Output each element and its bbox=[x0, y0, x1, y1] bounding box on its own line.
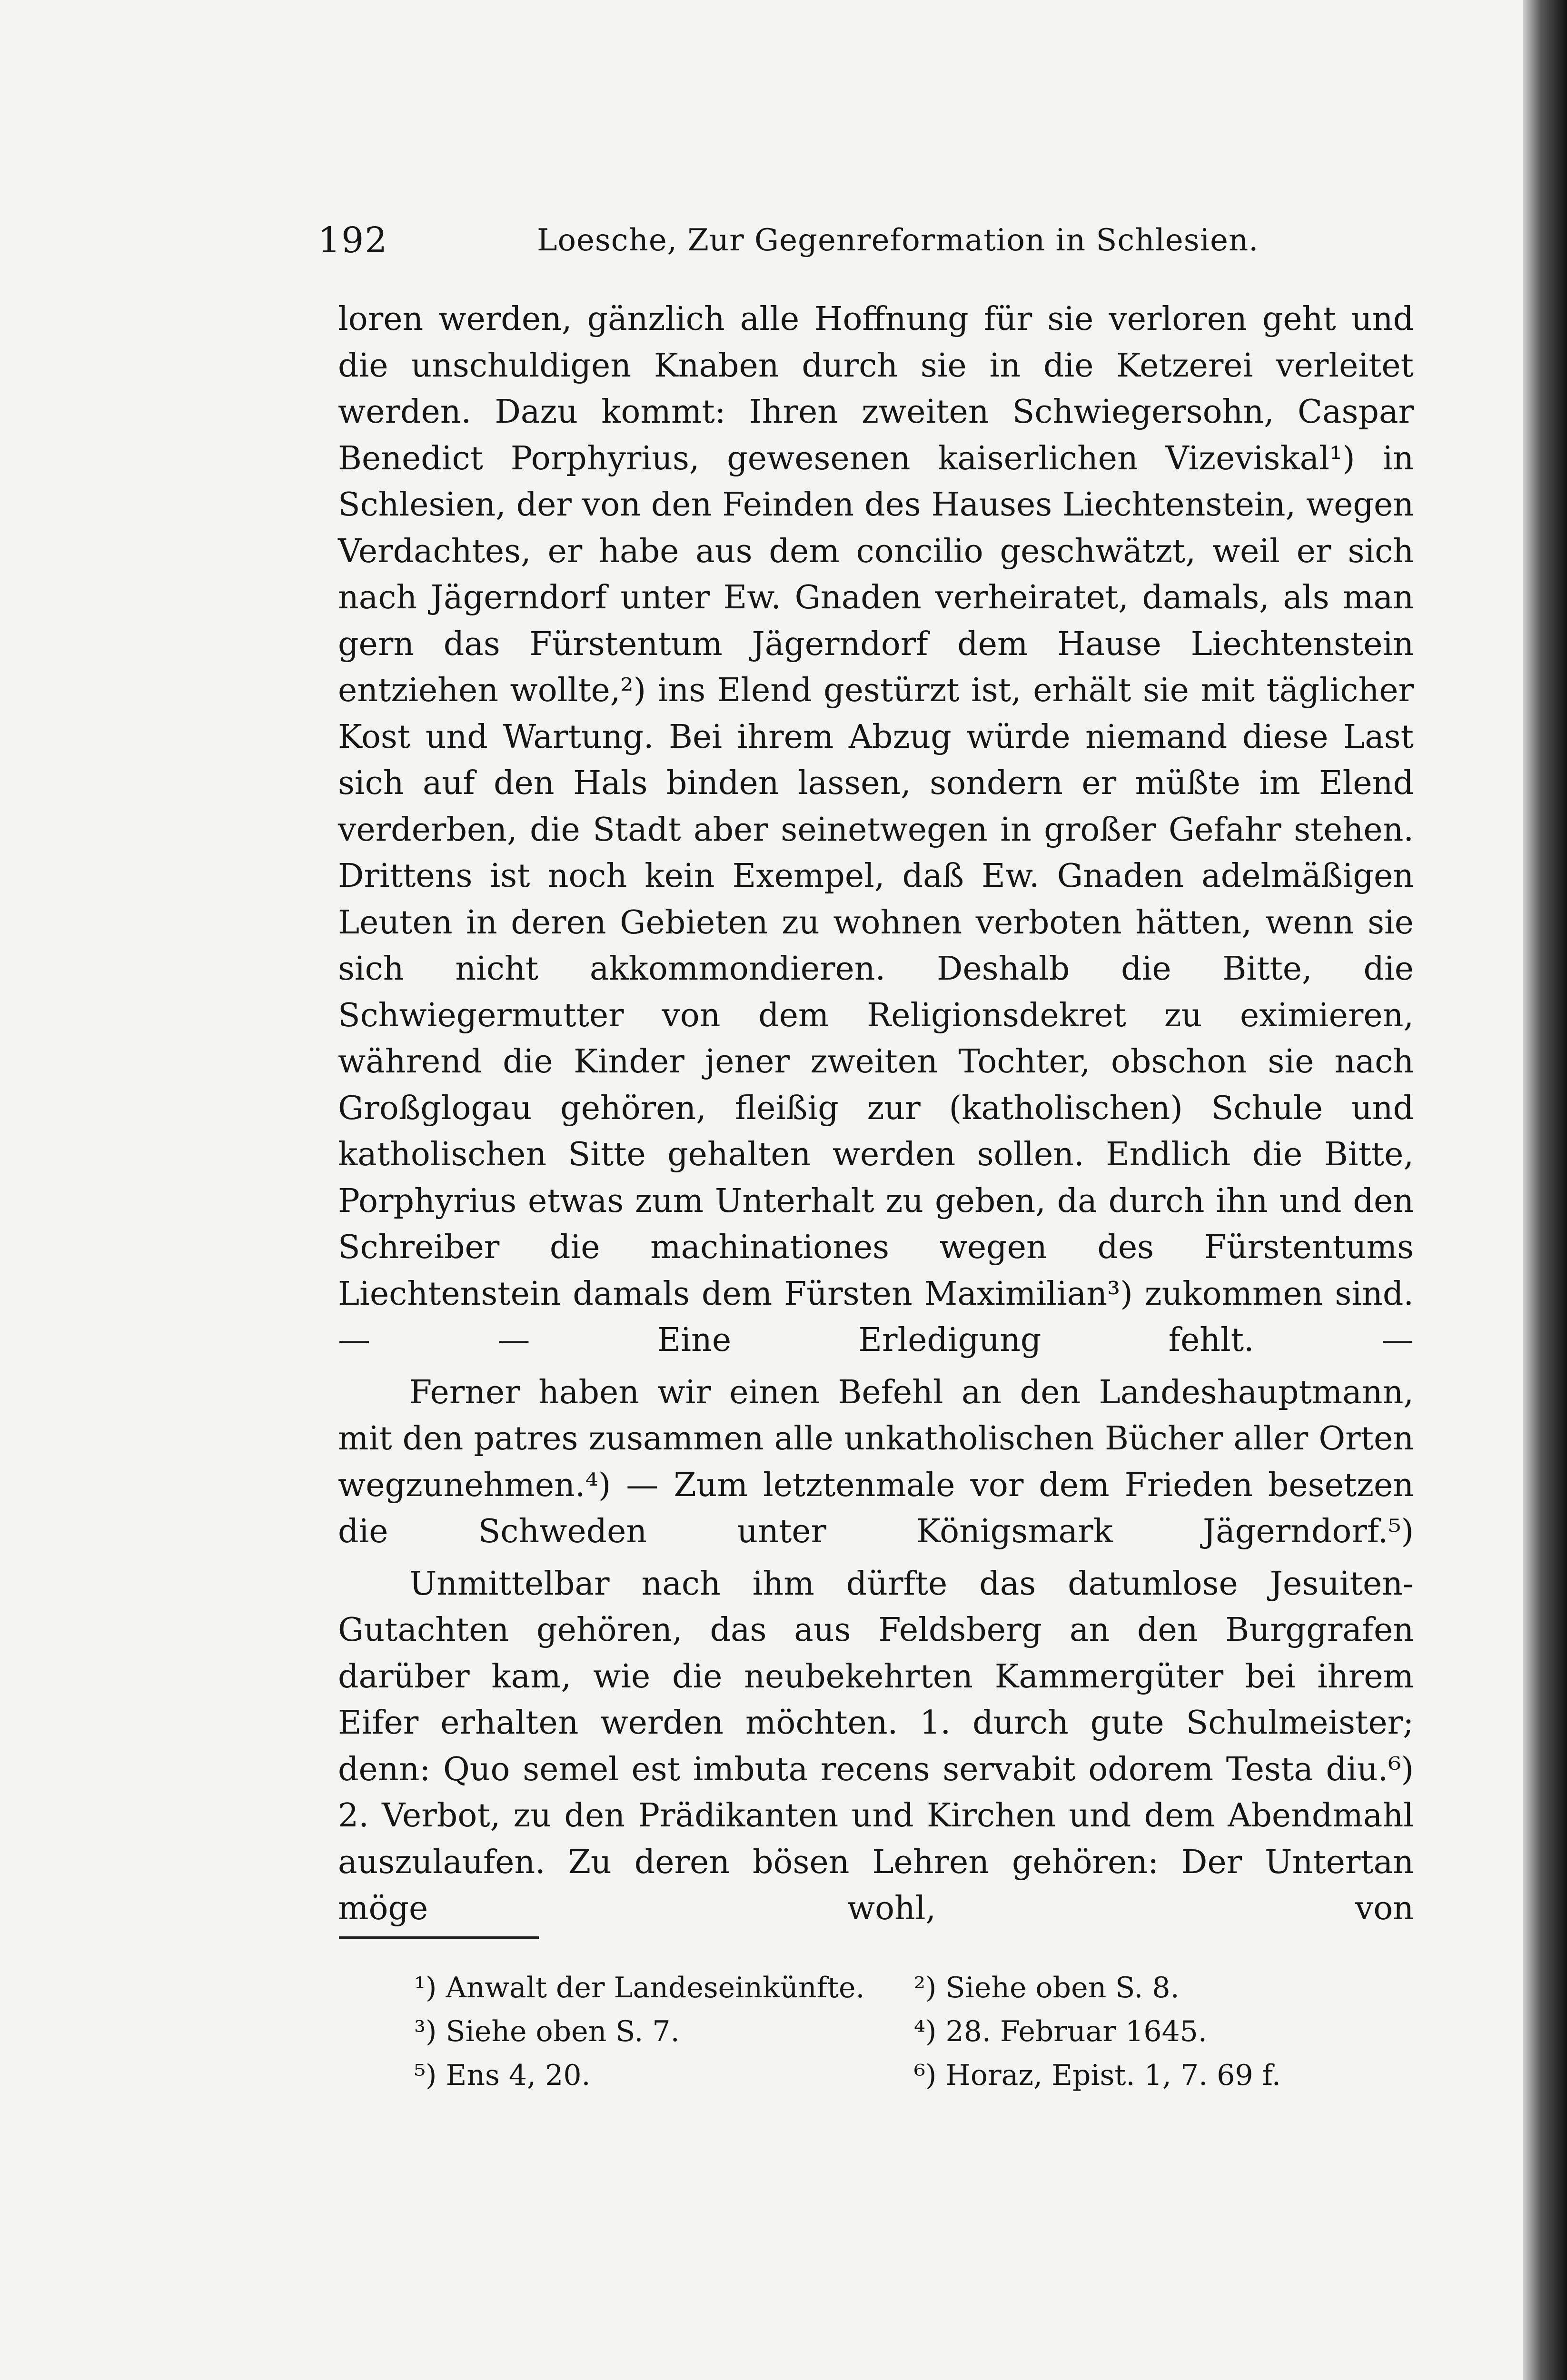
footnote-5: ⁵) Ens 4, 20. bbox=[414, 2059, 591, 2092]
footnote-divider bbox=[339, 1936, 539, 1939]
main-text bbox=[338, 296, 1414, 1938]
page-header bbox=[318, 220, 1413, 263]
footnote-2: ²) Siehe oben S. 8. bbox=[914, 1971, 1180, 2004]
footnote-row bbox=[414, 2053, 1414, 2097]
page-edge-shadow bbox=[1523, 0, 1567, 2380]
paragraph-3: Unmittelbar nach ihm dürfte das datumlose Jesuiten-Gutachten gehören, das aus Feldsberg an den Burggrafen darüber kam, wie die neubekehrten Kammergüter bei ihrem Eifer erhalten werden möchten. 1. durch gute Schulmeister; denn: Quo semel est imbuta recens servabit odorem Testa diu.⁶) 2. Verbot, zu den Prädikanten und Kirchen und dem Abendmahl auszulaufen. Zu deren bösen Lehren gehören: Der Untertan möge wohl, von bbox=[338, 1565, 1414, 1927]
footnote-row bbox=[414, 1966, 1414, 2010]
footnote-row bbox=[414, 2010, 1414, 2053]
running-title: Loesche, Zur Gegenreformation in Schlesien. bbox=[537, 223, 1259, 258]
page-number: 192 bbox=[318, 220, 388, 261]
footnote-6: ⁶) Horaz, Epist. 1, 7. 69 f. bbox=[914, 2059, 1281, 2092]
footnote-3: ³) Siehe oben S. 7. bbox=[414, 2015, 680, 2048]
footnotes bbox=[414, 1966, 1414, 2097]
paragraph-1: loren werden, gänzlich alle Hoffnung für sie verloren geht und die unschuldigen Knaben durch sie in die Ketzerei verleitet werden. Dazu kommt: Ihren zweiten Schwiegersohn, Caspar Benedict Porphyrius, gewesenen kaiserlichen Vizeviskal¹) in Schlesien, der von den Feinden des Hauses Liechtenstein, wegen Verdachtes, er habe aus dem concilio geschwätzt, weil er sich nach Jägerndorf unter Ew. Gnaden verheiratet, damals, als man gern das Fürstentum Jägerndorf dem Hause Liechtenstein entziehen wollte,²) ins Elend gestürzt ist, erhält sie mit täglicher Kost und Wartung. Bei ihrem Abzug würde niemand diese Last sich auf den Hals binden lassen, sondern er müßte im Elend verderben, die Stadt aber seinetwegen in großer Gefahr stehen. Drittens ist noch kein Exempel, daß Ew. Gnaden adelmäßigen Leuten in deren Gebieten zu wohnen verboten hätten, wenn sie sich nicht akkommondieren. Deshalb die Bitte, die Schwiegermutter von dem Religionsdekret zu eximieren, während die Kinder jener zweiten Tochter, obschon sie nach Großglogau gehören, fleißig zur (katholischen) Schule und katholischen Sitte gehalten werden sollen. Endlich die Bitte, Porphyrius etwas zum Unterhalt zu geben, da durch ihn und den Schreiber die machinationes wegen des Fürstentums Liechtenstein damals dem Fürsten Maximilian³) zukommen sind. — — Eine Erledigung fehlt. — bbox=[338, 300, 1414, 1359]
footnote-1: ¹) Anwalt der Landeseinkünfte. bbox=[414, 1971, 865, 2004]
paragraph-2: Ferner haben wir einen Befehl an den Landeshauptmann, mit den patres zusammen alle unkatholischen Bücher aller Orten wegzunehmen.⁴) — Zum letztenmale vor dem Frieden besetzen die Schweden unter Königsmark Jägerndorf.⁵) bbox=[338, 1373, 1414, 1550]
footnote-4: ⁴) 28. Februar 1645. bbox=[914, 2015, 1207, 2048]
